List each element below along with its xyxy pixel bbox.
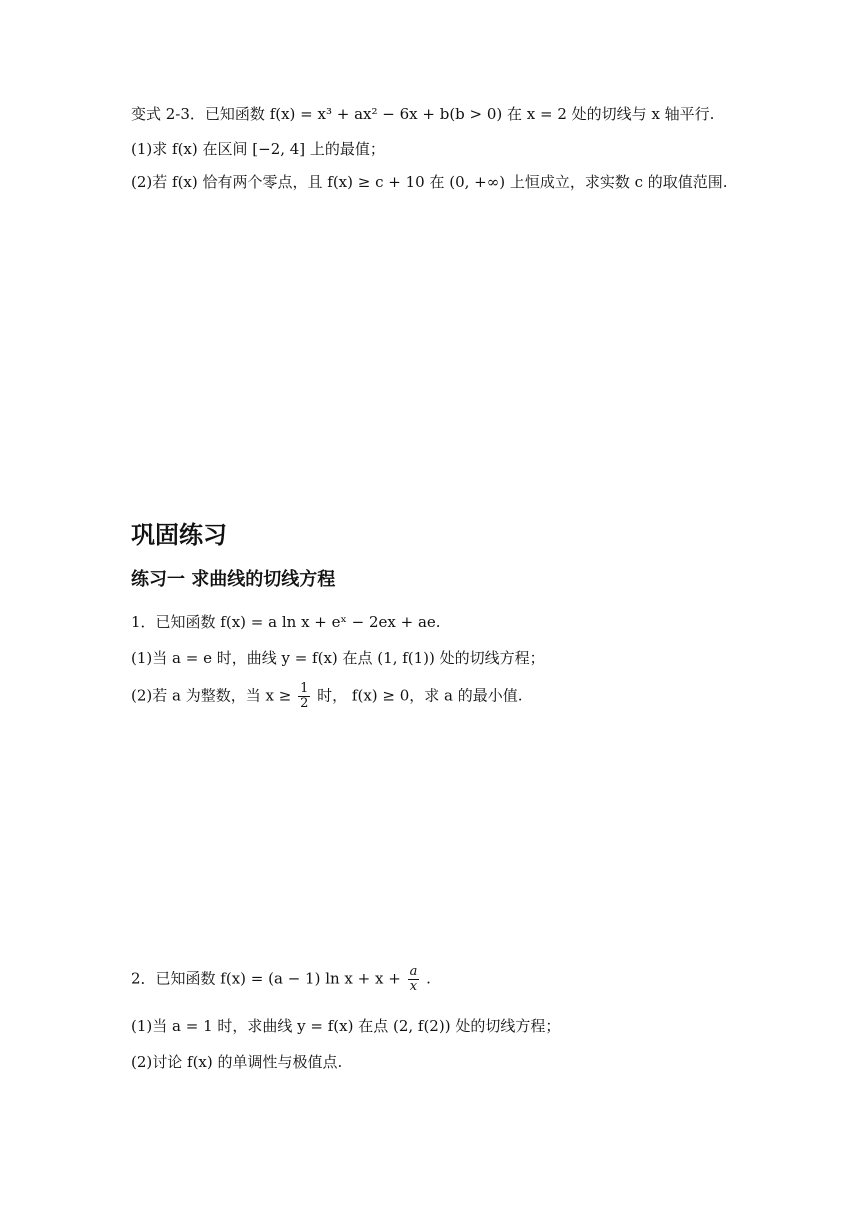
variant-stem: 变式 2-3．已知函数 f(x) = x³ + ax² − 6x + b(b > 0) 在 x = 2 处的切线与 x 轴平行. bbox=[131, 105, 715, 123]
fraction-one-half bbox=[298, 682, 310, 711]
problem-2-stem-after: . bbox=[426, 969, 431, 988]
problem-2-stem-before: 2．已知函数 f(x) = (a − 1) ln x + x + bbox=[131, 969, 401, 988]
problem-1-question-1: (1)当 a = e 时，曲线 y = f(x) 在点 (1, f(1)) 处的切线方程； bbox=[131, 649, 545, 667]
variant-question-2: (2)若 f(x) 恰有两个零点，且 f(x) ≥ c + 10 在 (0, +∞) 上恒成立，求实数 c 的取值范围. bbox=[131, 173, 728, 191]
fraction-a-over-x bbox=[408, 965, 420, 994]
problem-1-stem: 1．已知函数 f(x) = a ln x + eˣ − 2ex + ae. bbox=[131, 613, 441, 631]
problem-1-q2-text-before: (2)若 a 为整数，当 x ≥ bbox=[131, 686, 292, 705]
problem-2-question-1: (1)当 a = 1 时，求曲线 y = f(x) 在点 (2, f(2)) 处的切线方程； bbox=[131, 1017, 561, 1035]
fraction-numerator: 1 bbox=[300, 681, 309, 696]
section-subtitle: 练习一 求曲线的切线方程 bbox=[131, 569, 336, 590]
fraction-denominator: 2 bbox=[300, 696, 309, 711]
problem-2-question-2: (2)讨论 f(x) 的单调性与极值点. bbox=[131, 1053, 343, 1071]
problem-1-q2-text-after: 时， f(x) ≥ 0，求 a 的最小值. bbox=[317, 686, 523, 705]
fraction-denominator: x bbox=[409, 979, 418, 994]
fraction-numerator: a bbox=[409, 964, 418, 979]
section-title: 巩固练习 bbox=[131, 521, 227, 549]
problem-2-stem bbox=[131, 965, 431, 994]
variant-question-1: (1)求 f(x) 在区间 [−2, 4] 上的最值； bbox=[131, 140, 385, 158]
problem-1-question-2 bbox=[131, 682, 523, 711]
